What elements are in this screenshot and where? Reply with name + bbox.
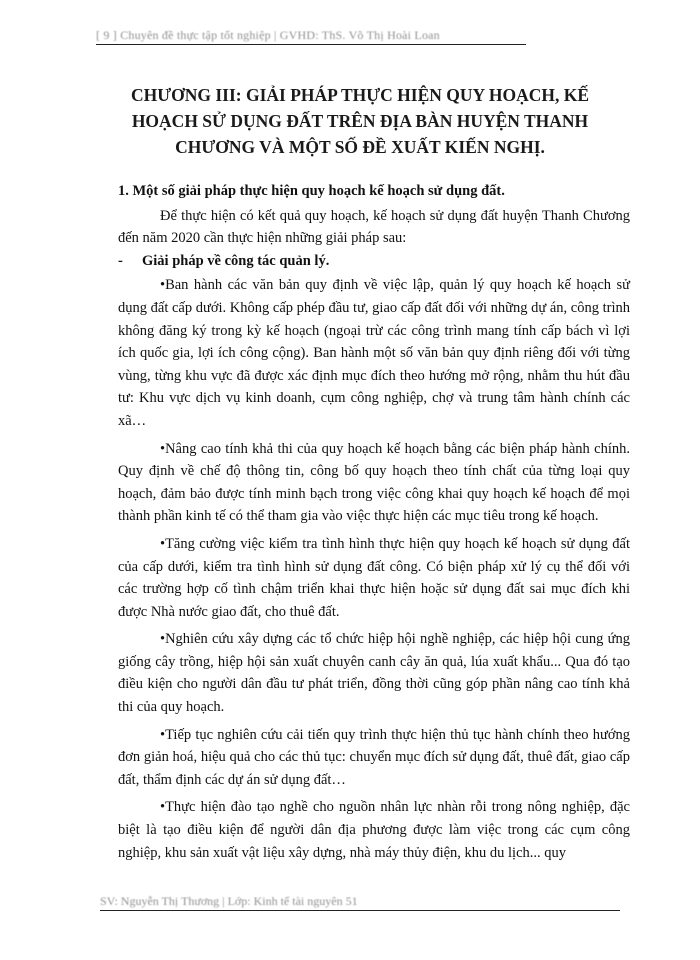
page-footer (100, 894, 620, 916)
subsection-heading (118, 250, 630, 273)
intro-paragraph: Để thực hiện có kết quả quy hoạch, kế hoạch sử dụng đất huyện Thanh Chương đến năm 2020 cần thực hiện những giải pháp sau: (118, 207, 630, 247)
bullet-paragraph-2: • Nâng cao tính khả thi của quy hoạch kế hoạch bằng các biện pháp hành chính. Quy định về chế độ thông tin, công bố quy hoạch theo tính chất của từng loại quy hoạch, đảm bảo được tính minh bạch trong việc công khai quy hoạch kế hoạch để mọi thành phần kinh tế có thể tham gia vào việc thực hiện các mục tiêu trong kế hoạch. (118, 438, 630, 528)
chapter-title-line-3: CHƯƠNG VÀ MỘT SỐ ĐỀ XUẤT KIẾN NGHỊ. (175, 137, 545, 157)
page-header (96, 28, 526, 50)
header-text: [ 9 ] Chuyên đề thực tập tốt nghiệp | GVHD: ThS. Võ Thị Hoài Loan (96, 28, 440, 42)
chapter-title-line-2: HOẠCH SỬ DỤNG ĐẤT TRÊN ĐỊA BÀN HUYỆN THANH (131, 111, 589, 131)
bullet-paragraph-3: • Tăng cường việc kiểm tra tình hình thực hiện quy hoạch kế hoạch sử dụng đất của cấp dưới, kiểm tra tình hình sử dụng đất công. Có biện pháp xử lý cụ thể đối với các trường hợp cố tình chậm triển khai thực hiện hoặc sử dụng đất sai mục đích khi được Nhà nước giao đất, cho thuê đất. (118, 533, 630, 623)
bullet-paragraph-4: • Nghiên cứu xây dựng các tổ chức hiệp hội nghề nghiệp, các hiệp hội cung ứng giống cây trồng, hiệp hội sản xuất chuyên canh cây ăn quả, lúa xuất khẩu... Qua đó tạo điều kiện cho người dân đầu tư phát triển, đồng thời cũng góp phần nâng cao tính khả thi của quy hoạch. (118, 628, 630, 718)
chapter-title-line-1: CHƯƠNG III: GIẢI PHÁP THỰC HIỆN QUY HOẠCH, KẾ (130, 85, 590, 105)
chapter-title (100, 82, 620, 160)
bullet-paragraph-1: • Ban hành các văn bản quy định về việc lập, quản lý quy hoạch kế hoạch sử dụng đất cấp dưới. Không cấp phép đầu tư, giao cấp đất đối với những dự án, công trình không đăng ký trong kỳ kế hoạch (ngoại trừ các công trình mang tính cấp bách vì lợi ích quốc gia, lợi ích công cộng). Ban hành một số văn bản quy định riêng đối với từng vùng, từng khu vực đã được xác định mục đích theo hướng mở rộng, nhằm thu hút đầu tư: Khu vực dịch vụ kinh doanh, cụm công nghiệp, chợ và trung tâm hành chính các xã… (118, 274, 630, 432)
bullet-paragraph-6: • Thực hiện đào tạo nghề cho nguồn nhân lực nhàn rỗi trong nông nghiệp, đặc biệt là tạo điều kiện để người dân địa phương được làm việc trong các cụm công nghiệp, khu sản xuất vật liệu xây dựng, nhà máy thủy điện, khu du lịch... quy (118, 796, 630, 864)
subsection-heading-text: Giải pháp về công tác quản lý. (142, 252, 330, 269)
document-body (118, 180, 630, 869)
section-heading: 1. Một số giải pháp thực hiện quy hoạch kế hoạch sử dụng đất. (118, 183, 505, 199)
footer-rule (100, 910, 620, 911)
bullet-paragraph-5: • Tiếp tục nghiên cứu cải tiến quy trình thực hiện thủ tục hành chính theo hướng đơn giản hoá, hiệu quả cho các thủ tục: chuyển mục đích sử dụng đất, thuê đất, giao cấp đất, thẩm định các dự án sử dụng đất… (118, 724, 630, 792)
header-rule (96, 44, 526, 45)
dash-marker: - (118, 252, 123, 269)
footer-text: SV: Nguyễn Thị Thương | Lớp: Kinh tế tài nguyên 51 (100, 894, 358, 908)
